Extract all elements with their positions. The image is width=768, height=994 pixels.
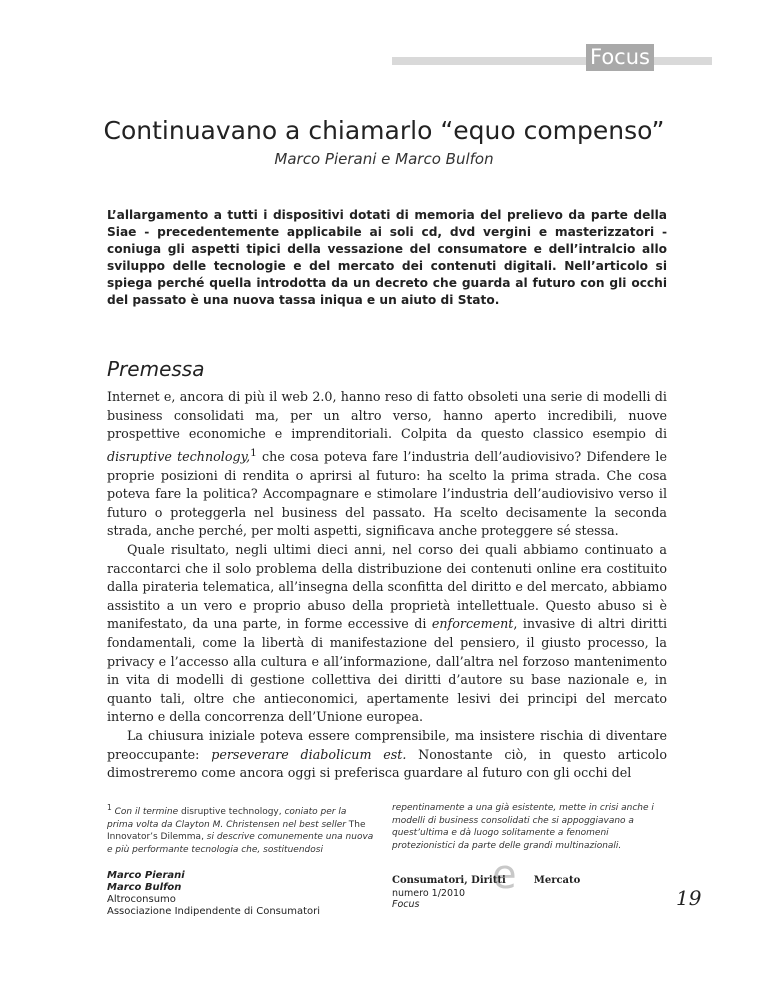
journal-logo-e: e	[492, 852, 517, 898]
emphasis-term: enforcement	[431, 616, 514, 632]
footer-org: Associazione Indipendente di Consumatori	[107, 906, 321, 917]
page-number: 19	[676, 886, 702, 910]
footnote-left	[107, 802, 375, 856]
footnote-right: repentinamente a una già esistente, mette in crisi anche i modelli di business consolidati che si appoggiavano a quest’ultima e dà luogo solitamente a fenomeni protezionistici da parte delle grandi multinazionali.	[392, 803, 654, 851]
footnote-number: 1	[107, 803, 112, 812]
journal-issue: numero 1/2010	[392, 888, 466, 899]
footer-author: Marco Bulfon	[107, 882, 182, 893]
footnote-text: Con il termine	[111, 807, 181, 817]
article-title: Continuavano a chiamarlo “equo compenso”	[103, 116, 665, 145]
paragraph-1-text: Internet e, ancora di più il web 2.0, hanno reso di fatto obsoleti una serie di modelli di business consolidati ma, per un altro verso, hanno aperto incredibili, nuove prospettive economiche e imprenditoriali. Colpita da questo classico esempio di	[107, 389, 667, 442]
emphasis-term: disruptive technology,	[107, 449, 251, 465]
paragraph-2-text: Quale risultato, negli ultimi dieci anni, nel corso dei quali abbiamo continuato a raccontarci che il solo problema della distribuzione dei contenuti online era costituito dalla pirateria telematica, all’insegna della sconfitta del diritto e del mercato, abbiamo assistito a un vero e proprio abuso della proprietà intellettuale. Questo abuso si è manifestato, da una parte, in forme eccessive di	[107, 541, 667, 632]
paragraph-3-text: La chiusura iniziale poteva essere comprensibile, ma insistere rischia di diventare preoccupante:	[107, 727, 667, 762]
footnote-ref[interactable]: 1	[250, 446, 257, 459]
paragraph-2	[107, 541, 667, 727]
footnote-text-cont: coniato per la prima volta da Clayton M. Christensen nel best seller	[107, 807, 349, 830]
header-rule	[392, 57, 712, 65]
footnote-text-end: si descrive comunemente una nuova e più performante tecnologia che, sostituendosi	[107, 832, 374, 855]
footer-author: Marco Pierani	[107, 870, 185, 881]
paragraph-1-text-cont: che cosa poteva fare l’industria dell’audiovisivo? Difendere le proprie posizioni di rendita o aprirsi al futuro: ha scelto la prima strada. Che cosa poteva fare la politica? Accompagnare e stimolare l’industria dell’audiovisivo verso il futuro o proteggerla nel business del passato. Ha scelto decisamente la seconda strada, anche perché, per molti aspetti, significava anche proteggere sé stessa.	[107, 449, 667, 539]
footnote-term: disruptive technology,	[181, 807, 282, 817]
section-tag: Focus	[586, 44, 654, 71]
journal-title-right: Mercato	[533, 875, 581, 886]
journal-title	[392, 875, 580, 886]
article-body	[107, 388, 667, 783]
emphasis-term: perseverare diabolicum est.	[211, 746, 407, 762]
journal-title-left: Consumatori, Diritti	[392, 875, 506, 886]
paragraph-3	[107, 727, 667, 783]
journal-section: Focus	[392, 899, 420, 910]
footnote-book: The Innovator’s Dilemma,	[107, 819, 366, 842]
section-heading: Premessa	[107, 357, 205, 381]
article-authors: Marco Pierani e Marco Bulfon	[274, 150, 494, 168]
abstract: L’allargamento a tutti i dispositivi dotati di memoria del prelievo da parte della Siae - precedentemente applicabile ai soli cd, dvd vergini e masterizzatori - coniuga gli aspetti tipici della vessazione del consumatore e dell’intralcio allo sviluppo delle tecnologie e del mercato dei contenuti digitali. Nell’articolo si spiega perché quella introdotta da un decreto che guarda al futuro con gli occhi del passato è una nuova tassa iniqua e un aiuto di Stato.	[107, 208, 667, 307]
paragraph-2-text-cont: , invasive di altri diritti fondamentali, come la libertà di manifestazione del pensiero, il giusto processo, la privacy e l’accesso alla cultura e all’informazione, dall’altra nel forzoso mantenimento in vita di modelli di gestione collettiva dei diritti d’autore su base nazionale e, in quanto tali, oltre che antieconomici, apertamente lesivi dei principi del mercato interno e della concorrenza dell’Unione europea.	[107, 616, 667, 725]
paragraph-3-text-cont: Nonostante ciò, in questo articolo dimostreremo come ancora oggi si preferisca guardare al futuro con gli occhi del	[107, 746, 667, 781]
author-affiliation	[107, 870, 320, 918]
footer-org: Altroconsumo	[107, 894, 176, 905]
paragraph-1	[107, 388, 667, 541]
